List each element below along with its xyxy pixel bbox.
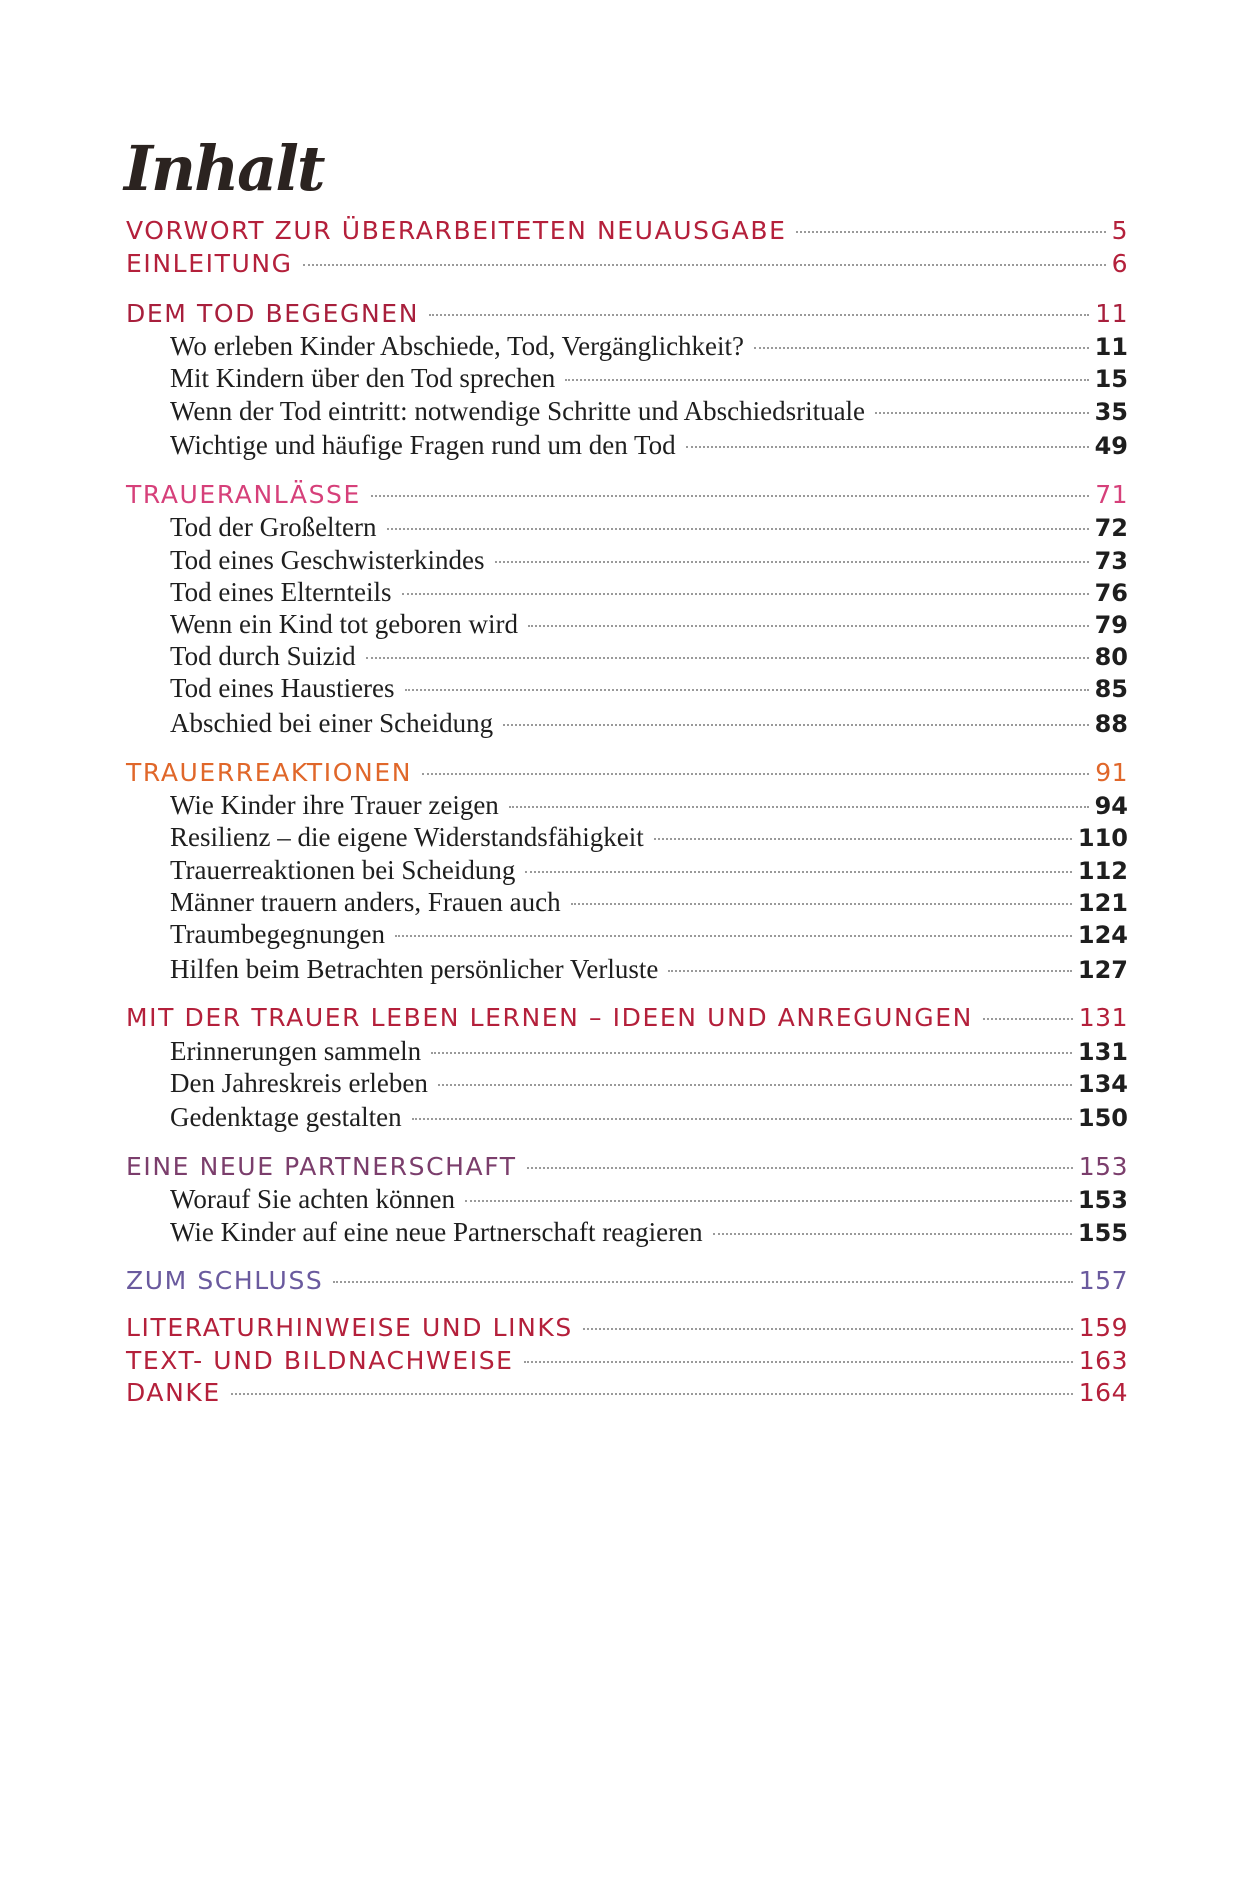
toc-page-number: 157 xyxy=(1078,1266,1128,1295)
dot-leader xyxy=(371,495,1089,497)
toc-page-number: 91 xyxy=(1095,758,1128,787)
dot-leader xyxy=(503,724,1088,726)
dot-leader xyxy=(686,446,1089,448)
toc-entry-label: Traumbegegnungen xyxy=(170,919,385,949)
toc-entry-label: Mit Kindern über den Tod sprechen xyxy=(170,363,556,393)
dot-leader xyxy=(754,347,1089,349)
toc-page-number: 79 xyxy=(1094,611,1128,639)
toc-page-number: 15 xyxy=(1094,365,1128,393)
toc-page-number: 35 xyxy=(1094,398,1128,426)
toc-entry-label: Männer trauern anders, Frauen auch xyxy=(170,887,561,917)
dot-leader xyxy=(412,1118,1072,1120)
toc-entry-label: TEXT- UND BILDNACHWEISE xyxy=(126,1346,514,1375)
toc-page-number: 131 xyxy=(1077,1038,1128,1066)
dot-leader xyxy=(231,1393,1073,1395)
toc-entry-label: Tod eines Elternteils xyxy=(170,577,392,607)
toc-entry-label: ZUM SCHLUSS xyxy=(126,1266,324,1295)
dot-leader xyxy=(495,561,1089,563)
toc-entry-label: LITERATURHINWEISE UND LINKS xyxy=(126,1313,573,1342)
dot-leader xyxy=(875,412,1089,414)
toc-page-number: 124 xyxy=(1077,921,1128,949)
toc-page-number: 121 xyxy=(1077,889,1128,917)
dot-leader xyxy=(565,379,1088,381)
toc-entry-label: Tod eines Geschwisterkindes xyxy=(170,545,485,575)
toc-page-number: 163 xyxy=(1078,1346,1128,1375)
toc-section-heading[interactable] xyxy=(126,244,1128,284)
toc-page-number: 164 xyxy=(1078,1378,1128,1407)
toc-entry-label: TRAUERANLÄSSE xyxy=(126,480,361,509)
toc-page-number: 110 xyxy=(1077,824,1128,852)
page-title: Inhalt xyxy=(124,132,324,205)
toc-entry-label: MIT DER TRAUER LEBEN LERNEN – IDEEN UND ANREGUNGEN xyxy=(126,1003,973,1032)
dot-leader xyxy=(429,314,1089,316)
toc-page-number: 94 xyxy=(1094,792,1128,820)
toc-entry-label: Trauerreaktionen bei Scheidung xyxy=(170,855,516,885)
dot-leader xyxy=(422,773,1089,775)
dot-leader xyxy=(668,970,1072,972)
toc-entry-label: Tod durch Suizid xyxy=(170,641,356,671)
toc-page-number: 6 xyxy=(1111,249,1128,278)
dot-leader xyxy=(465,1200,1072,1202)
toc-page-number: 80 xyxy=(1094,643,1128,671)
toc-entry[interactable] xyxy=(170,425,1128,465)
toc-entry-label: Abschied bei einer Scheidung xyxy=(170,708,494,738)
toc-page-number: 153 xyxy=(1078,1152,1128,1181)
dot-leader xyxy=(527,1167,1073,1169)
toc-page-number: 71 xyxy=(1095,480,1128,509)
toc-entry-label: EINLEITUNG xyxy=(126,249,293,278)
toc-entry-label: Den Jahreskreis erleben xyxy=(170,1068,428,1098)
toc-page-number: 5 xyxy=(1111,216,1128,245)
toc-entry-label: Wichtige und häufige Fragen rund um den Tod xyxy=(170,430,676,460)
toc-entry-label: EINE NEUE PARTNERSCHAFT xyxy=(126,1152,517,1181)
toc-entry-label: Erinnerungen sammeln xyxy=(170,1036,422,1066)
toc-entry-label: Gedenktage gestalten xyxy=(170,1102,402,1132)
dot-leader xyxy=(713,1233,1072,1235)
toc-page-number: 76 xyxy=(1094,579,1128,607)
toc-page-number: 150 xyxy=(1077,1104,1128,1132)
toc-section-heading[interactable] xyxy=(126,1261,1128,1301)
toc-entry-label: Wie Kinder ihre Trauer zeigen xyxy=(170,790,499,820)
toc-page-number: 134 xyxy=(1077,1070,1128,1098)
toc-entry[interactable] xyxy=(170,668,1128,708)
toc-entry-label: Resilienz – die eigene Widerstandsfähigkeit xyxy=(170,822,644,852)
dot-leader xyxy=(431,1052,1072,1054)
dot-leader xyxy=(303,264,1106,266)
toc-entry-label: DANKE xyxy=(126,1378,221,1407)
dot-leader xyxy=(528,625,1089,627)
toc-page-number: 85 xyxy=(1094,675,1128,703)
dot-leader xyxy=(405,689,1089,691)
dot-leader xyxy=(402,593,1089,595)
dot-leader xyxy=(366,657,1089,659)
dot-leader xyxy=(395,935,1072,937)
toc-entry[interactable] xyxy=(170,703,1128,743)
toc-entry[interactable] xyxy=(170,949,1128,989)
toc-page-number: 11 xyxy=(1095,299,1128,328)
dot-leader xyxy=(796,231,1105,233)
toc-entry-label: Hilfen beim Betrachten persönlicher Verluste xyxy=(170,954,659,984)
dot-leader xyxy=(509,806,1089,808)
toc-page-number: 155 xyxy=(1077,1219,1128,1247)
toc-entry[interactable] xyxy=(170,1212,1128,1252)
toc-page-number: 88 xyxy=(1094,710,1128,738)
toc-entry-label: Wo erleben Kinder Abschiede, Tod, Vergänglichkeit? xyxy=(170,331,745,361)
dot-leader xyxy=(571,903,1072,905)
toc-entry-label: Wenn ein Kind tot geboren wird xyxy=(170,609,518,639)
toc-entry[interactable] xyxy=(170,1097,1128,1137)
toc-page-number: 159 xyxy=(1078,1313,1128,1342)
toc-page-number: 153 xyxy=(1077,1186,1128,1214)
toc-page-number: 131 xyxy=(1078,1003,1128,1032)
toc-page-number: 127 xyxy=(1077,956,1128,984)
dot-leader xyxy=(654,838,1072,840)
toc-entry[interactable] xyxy=(170,914,1128,954)
toc-entry-label: VORWORT ZUR ÜBERARBEITETEN NEUAUSGABE xyxy=(126,216,787,245)
dot-leader xyxy=(583,1328,1073,1330)
toc-entry-label: Tod eines Haustieres xyxy=(170,673,395,703)
toc-page-number: 49 xyxy=(1094,432,1128,460)
toc-section-heading[interactable] xyxy=(126,1373,1128,1413)
dot-leader xyxy=(333,1281,1072,1283)
toc-entry-label: Tod der Großeltern xyxy=(170,512,377,542)
toc-entry-label: Wie Kinder auf eine neue Partnerschaft reagieren xyxy=(170,1217,703,1247)
dot-leader xyxy=(524,1361,1073,1363)
toc-entry-label: Wenn der Tod eintritt: notwendige Schritte und Abschiedsrituale xyxy=(170,396,866,426)
toc-page-number: 112 xyxy=(1077,857,1128,885)
toc-page-number: 11 xyxy=(1094,333,1128,361)
toc-page-number: 73 xyxy=(1094,547,1128,575)
dot-leader xyxy=(525,871,1071,873)
dot-leader xyxy=(387,528,1089,530)
dot-leader xyxy=(438,1084,1072,1086)
toc-page-number: 72 xyxy=(1094,514,1128,542)
toc-entry-label: TRAUERREAKTIONEN xyxy=(126,758,413,787)
toc-entry-label: Worauf Sie achten können xyxy=(170,1184,455,1214)
toc-entry-label: DEM TOD BEGEGNEN xyxy=(126,299,419,328)
dot-leader xyxy=(983,1018,1073,1020)
